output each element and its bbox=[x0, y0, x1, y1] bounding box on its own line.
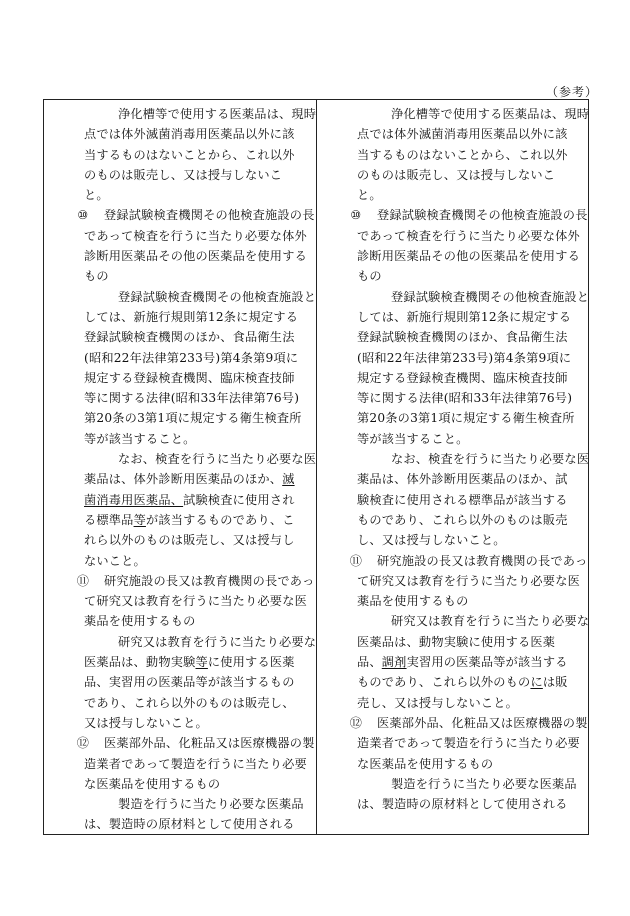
text-line: 等に関する法律(昭和33年法律第76号) bbox=[357, 391, 573, 406]
text-line: 浄化槽等で使用する医薬品は、現時 bbox=[391, 107, 590, 121]
text-line: 製造を行うに当たり必要な医薬品 bbox=[391, 776, 577, 791]
numbered-item bbox=[349, 551, 599, 612]
text-line: 菌消毒用医薬品、試験検査に使用され bbox=[84, 492, 295, 507]
text-line: 診断用医薬品その他の医薬品を使用する bbox=[357, 249, 580, 264]
paragraph bbox=[357, 104, 599, 205]
item-number: ⑫ bbox=[76, 736, 90, 751]
text-line: のものは販売し、又は授与しないこ bbox=[84, 167, 283, 182]
text-line: 造業者であって製造を行うに当たり必要 bbox=[84, 756, 307, 771]
text-line: なお、検査を行うに当たり必要な医 bbox=[118, 452, 317, 467]
text-line: て研究又は教育を行うに当たり必要な医 bbox=[84, 594, 307, 609]
text-line: ものであり、これら以外のものには販 bbox=[357, 675, 568, 690]
item-number: ⑩ bbox=[77, 208, 89, 223]
text-line: 研究又は教育を行うに当たり必要な bbox=[118, 634, 317, 649]
paragraph bbox=[357, 287, 599, 449]
text-line: る標準品等が該当するものであり、こ bbox=[84, 512, 295, 527]
reference-label: （参考） bbox=[546, 85, 599, 99]
text-line: 診断用医薬品その他の医薬品を使用する bbox=[84, 249, 307, 264]
text-line: しては、新施行規則第12条に規定する bbox=[357, 309, 572, 324]
text-line: 登録試験検査機関その他検査施設と bbox=[391, 289, 590, 304]
text-line: 登録試験検査機関のほか、食品衛生法 bbox=[357, 330, 568, 345]
text-line: ものであり、これら以外のものは販売 bbox=[357, 512, 568, 527]
text-line: 売し、又は授与しないこと。 bbox=[357, 695, 519, 710]
text-line: 薬品を使用するもの bbox=[84, 614, 196, 629]
paragraph bbox=[357, 774, 599, 815]
text-line: 薬品は、体外診断用医薬品のほか、試 bbox=[357, 472, 568, 487]
text-line: (昭和22年法律第233号)第4条第9項に bbox=[84, 350, 299, 365]
text-line: 等に関する法律(昭和33年法律第76号) bbox=[84, 391, 300, 406]
text-line: ⑫ 医薬部外品、化粧品又は医療機器の製 bbox=[84, 733, 326, 753]
text-line: 点では体外滅菌消毒用医薬品以外に該 bbox=[84, 127, 295, 142]
text-line: と。 bbox=[84, 188, 109, 203]
text-line: しては、新施行規則第12条に規定する bbox=[84, 309, 299, 324]
text-line: 医薬品は、動物実験に使用する医薬 bbox=[357, 634, 556, 649]
comparison-table bbox=[43, 99, 589, 835]
numbered-item bbox=[76, 733, 326, 794]
text-line: ⑩ 登録試験検査機関その他検査施設の長 bbox=[84, 205, 326, 225]
text-line: 品、実習用の医薬品等が該当するもの bbox=[84, 675, 295, 690]
text-line: であり、これら以外のものは販売し、 bbox=[84, 695, 295, 710]
left-column bbox=[76, 104, 326, 835]
paragraph bbox=[84, 794, 326, 835]
text-line: ⑪ 研究施設の長又は教育機関の長であっ bbox=[84, 571, 326, 591]
text-line: て研究又は教育を行うに当たり必要な医 bbox=[357, 573, 580, 588]
text-line: ⑩ 登録試験検査機関その他検査施設の長 bbox=[357, 205, 599, 225]
text-line: (昭和22年法律第233号)第4条第9項に bbox=[357, 350, 572, 365]
item-number: ⑩ bbox=[350, 208, 362, 223]
text-line: 造業者であって製造を行うに当たり必要 bbox=[357, 736, 580, 751]
text-line: 当するものはないことから、これ以外 bbox=[84, 147, 295, 162]
right-column bbox=[349, 104, 599, 814]
text-line: 験検査に使用される標準品が該当する bbox=[357, 492, 568, 507]
text-line: であって検査を行うに当たり必要な体外 bbox=[84, 228, 307, 243]
numbered-item bbox=[350, 205, 599, 286]
text-line: と。 bbox=[357, 188, 382, 203]
item-number: ⑪ bbox=[349, 553, 363, 568]
text-line: 又は授与しないこと。 bbox=[84, 715, 208, 730]
text-line: は、製造時の原材料として使用される bbox=[84, 817, 295, 832]
text-line: ⑪ 研究施設の長又は教育機関の長であっ bbox=[357, 551, 599, 571]
text-line: 第20条の3第1項に規定する衛生検査所 bbox=[84, 411, 302, 426]
text-line: は、製造時の原材料として使用される bbox=[357, 797, 568, 812]
text-line: 医薬品は、動物実験等に使用する医薬 bbox=[84, 655, 295, 670]
text-line: 点では体外滅菌消毒用医薬品以外に該 bbox=[357, 127, 568, 142]
text-line: 薬品は、体外診断用医薬品のほか、滅 bbox=[84, 472, 295, 487]
text-line: のものは販売し、又は授与しないこ bbox=[357, 167, 556, 182]
paragraph bbox=[84, 632, 326, 733]
text-line: ⑫ 医薬部外品、化粧品又は医療機器の製 bbox=[357, 713, 599, 733]
text-line: もの bbox=[84, 269, 109, 284]
paragraph bbox=[84, 449, 326, 571]
text-line: れら以外のものは販売し、又は授与し bbox=[84, 533, 295, 548]
text-line: し、又は授与しないこと。 bbox=[357, 533, 506, 548]
text-line: 等が該当すること。 bbox=[357, 431, 469, 446]
text-line: 第20条の3第1項に規定する衛生検査所 bbox=[357, 411, 575, 426]
text-line: 等が該当すること。 bbox=[84, 431, 196, 446]
text-line: もの bbox=[357, 269, 382, 284]
text-line: ないこと。 bbox=[84, 553, 146, 568]
item-number: ⑪ bbox=[76, 573, 90, 588]
text-line: 製造を行うに当たり必要な医薬品 bbox=[118, 797, 304, 812]
text-line: 登録試験検査機関のほか、食品衛生法 bbox=[84, 330, 295, 345]
text-line: 品、調剤実習用の医薬品等が該当する bbox=[357, 655, 568, 670]
text-line: な医薬品を使用するもの bbox=[357, 756, 494, 771]
text-line: 登録試験検査機関その他検査施設と bbox=[118, 289, 317, 304]
text-line: な医薬品を使用するもの bbox=[84, 776, 221, 791]
text-line: 規定する登録検査機関、臨床検査技師 bbox=[84, 370, 295, 385]
numbered-item bbox=[349, 713, 599, 774]
text-line: 規定する登録検査機関、臨床検査技師 bbox=[357, 370, 568, 385]
text-line: 当するものはないことから、これ以外 bbox=[357, 147, 568, 162]
numbered-item bbox=[77, 205, 326, 286]
text-line: 薬品を使用するもの bbox=[357, 594, 469, 609]
paragraph bbox=[84, 104, 326, 205]
paragraph bbox=[357, 449, 599, 550]
paragraph bbox=[357, 611, 599, 712]
text-line: 研究又は教育を行うに当たり必要な bbox=[391, 614, 590, 629]
text-line: なお、検査を行うに当たり必要な医 bbox=[391, 452, 590, 467]
item-number: ⑫ bbox=[349, 715, 363, 730]
paragraph bbox=[84, 287, 326, 449]
numbered-item bbox=[76, 571, 326, 632]
text-line: であって検査を行うに当たり必要な体外 bbox=[357, 228, 580, 243]
text-line: 浄化槽等で使用する医薬品は、現時 bbox=[118, 107, 317, 121]
